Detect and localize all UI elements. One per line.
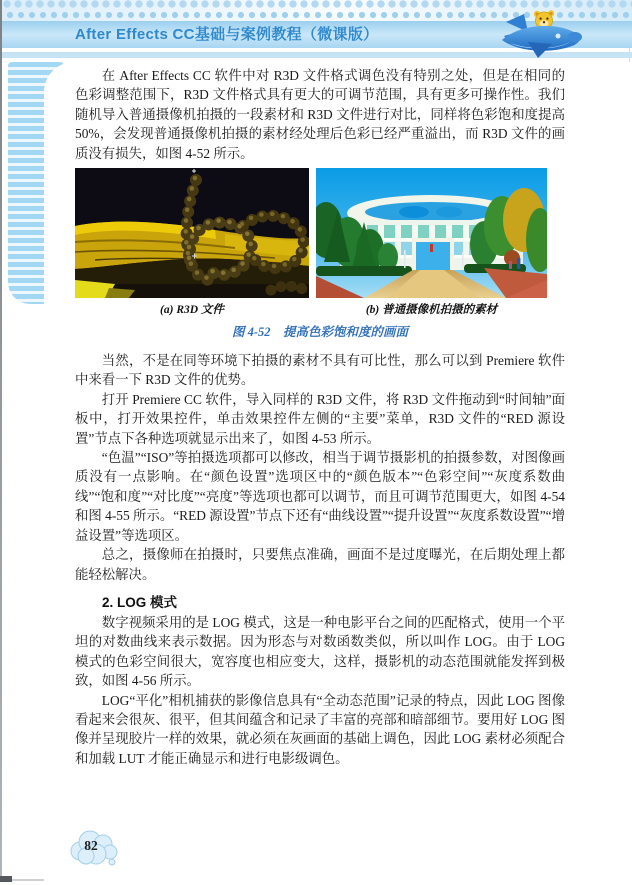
text-column (75, 62, 565, 768)
page-number-cloud (66, 829, 124, 869)
bear-plane-icon (498, 6, 586, 60)
figure-caption-a: (a) R3D 文件 (160, 304, 224, 317)
paragraph: LOG“平化”相机捕获的影像信息具有“全动态范围”记录的特点，因此 LOG 图像看起来会很灰、很平，但其间蕴含和记录了丰富的亮部和暗部细节。要用好 LOG 图像并呈现胶片一样的效果，就必须在灰画面的基础上调色，因此 LOG 素材必须配合和加载 LUT 才能正确显示和进行电影级调色。 (75, 692, 565, 766)
page-edge-corner (0, 876, 12, 882)
paragraph: 在 After Effects CC 软件中对 R3D 文件格式调色没有特别之处，但是在相同的色彩调整范围下，R3D 文件格式具有更大的可调节范围，具有更多可操作性。我们随机导入普通摄像机拍摄的一段素材和 R3D 文件进行对比，同样将色彩饱和度提高 50%，会发现普通摄像机拍摄的素材经处理后色彩已经严重溢出，而 R3D 文件的画质没有损失，如图 4-52 所示。 (75, 68, 565, 161)
figure-caption: 图 4-52 提高色彩饱和度的画面 (231, 325, 409, 340)
figure-4-52 (75, 168, 565, 298)
paragraph: 打开 Premiere CC 软件，导入同样的 R3D 文件，将 R3D 文件拖动到“时间轴”面板中，打开效果控件，单击效果控件左侧的“主要”菜单，R3D 文件的“RED 源设置”节点下各种选项就显示出来了，如图 4-53 所示。 (75, 391, 565, 446)
figure-caption-b: (b) 普通摄像机拍摄的素材 (365, 304, 498, 317)
photo-r3d-file (75, 168, 309, 298)
page-edge-left (0, 0, 2, 878)
book-title: After Effects CC基础与案例教程（微课版） (75, 26, 379, 43)
paragraph: 当然，不是在同等环境下拍摄的素材不具有可比性，那么可以到 Premiere 软件中来看一下 R3D 文件的优势。 (75, 353, 565, 388)
body-text-block (75, 351, 565, 768)
figure-subcaptions (75, 301, 565, 317)
page-number: 82 (84, 838, 98, 853)
section-heading-log-mode: 2. LOG 模式 (102, 594, 178, 610)
paragraph: “色温”“ISO”等拍摄选项都可以修改，相当于调节摄影机的拍摄参数，对图像画质没有一点影响。在“颜色设置”选项区中的“颜色版本”“色彩空间”“灰度系数曲线”“饱和度”“对比度”“亮度”等选项也都可以调节，而且可调节范围更大，如图 4-54 和图 4-55 所示。“RED 源设置”节点下还有“曲线设置”“提升设置”“灰度系数设置”“增益设置”等选项区。 (75, 450, 565, 543)
content-panel (44, 62, 632, 885)
paragraph: 数字视频采用的是 LOG 模式，这是一种电影平台之间的匹配格式，使用一个平坦的对数曲线来表示数据。因为形态与对数函数类似，所以叫作 LOG。由于 LOG 模式的色彩空间很大，宽容度也相应变大，这样，摄影机的动态范围就能发挥到极致，如图 4-56 所示。 (75, 614, 565, 689)
photo-ordinary-camera (316, 168, 547, 298)
paragraph: 总之，摄像师在拍摄时，只要焦点准确，画面不是过度曝光，在后期处理上都能轻松解决。 (75, 547, 565, 582)
